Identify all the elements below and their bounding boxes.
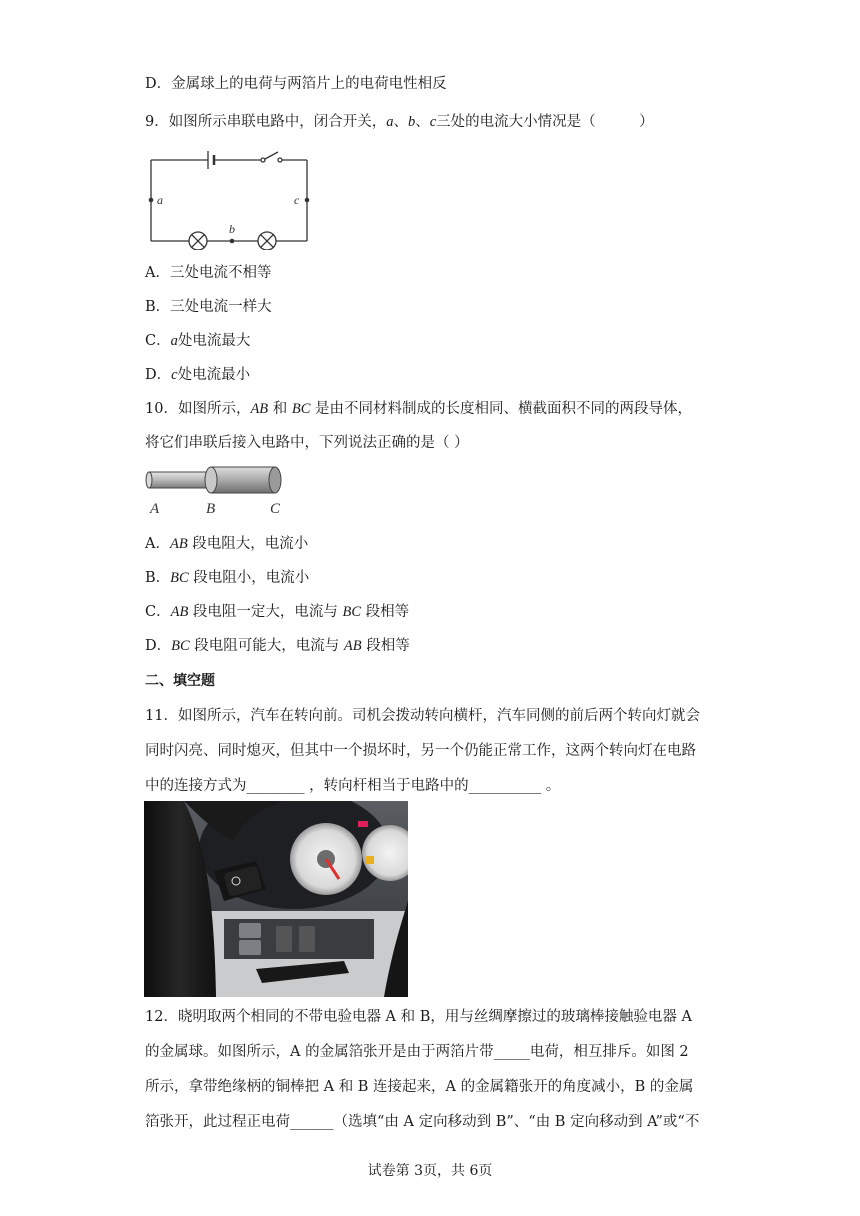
page-footer: 试卷第 3页，共 6页 [367, 1163, 493, 1179]
q10-option-c-mid: 段电阻一定大，电流与 [188, 604, 343, 620]
q10-stem-post: 是由不同材料制成的长度相同、横截面积不同的两段导体， [310, 401, 693, 417]
q9-var-b: b [407, 114, 416, 130]
q9-var-c: c [429, 114, 437, 130]
q10-option-b-prefix: B． [145, 570, 171, 586]
q9-option-d-var: c [171, 367, 178, 383]
q9-stem-pre: 9．如图所示串联电路中，闭合开关， [145, 114, 387, 130]
q10-option-b [145, 567, 309, 589]
q9-option-c [145, 330, 250, 352]
q10-stem-and: 和 [268, 401, 292, 417]
q11-steering-photo [144, 801, 408, 997]
q10-option-a-prefix: A． [145, 536, 170, 552]
q10-option-d-end: 段相等 [361, 638, 410, 654]
q10-option-c-end: 段相等 [361, 604, 410, 620]
q10-option-d-prefix: D． [145, 638, 172, 654]
q10-option-b-var: BC [170, 570, 189, 586]
q10-option-a-var: AB [169, 536, 188, 552]
q12-line2: 的金属球。如图所示，A 的金属箔张开是由于两箔片带_____电荷，相互排斥。如图 2 [145, 1044, 689, 1060]
q10-option-d-var: BC [171, 638, 190, 654]
q10-label-a: A [150, 501, 160, 517]
q9-label-b: b [229, 222, 235, 236]
q10-stem-line1 [145, 398, 692, 420]
q10-option-d [145, 635, 410, 657]
q12-line3: 所示，拿带绝缘柄的铜棒把 A 和 B 连接起来，A 的金属籍张开的角度减小，B 的金属 [145, 1079, 694, 1095]
q10-conductor-diagram [143, 463, 293, 518]
q9-option-a: A．三处电流不相等 [145, 265, 272, 281]
q10-option-c-var: AB [170, 604, 189, 620]
q9-node-b [230, 239, 235, 244]
q10-stem-bc: BC [291, 401, 311, 417]
q10-option-d-var2: AB [343, 638, 362, 654]
q9-stem-post: 三处的电流大小情况是（ ） [436, 114, 654, 130]
q9-option-d-text: 处电流最小 [177, 367, 251, 383]
q9-var-a: a [386, 114, 394, 130]
q8-option-d: D．金属球上的电荷与两箔片上的电荷电性相反 [145, 76, 447, 92]
q12-line1: 12．晓明取两个相同的不带电验电器 A 和 B，用与丝绸摩擦过的玻璃棒接触验电器 A [145, 1009, 692, 1025]
q9-circuit-diagram [145, 145, 315, 250]
q10-stem-ab: AB [250, 401, 269, 417]
q9-option-d-prefix: D． [145, 367, 172, 383]
q9-option-c-prefix: C． [145, 333, 171, 349]
q9-stem [145, 111, 654, 133]
q10-option-c-prefix: C． [145, 604, 171, 620]
q10-stem-line2: 将它们串联后接入电路中，下列说法正确的是（ ） [145, 435, 469, 451]
q10-option-a-text: 段电阻大，电流小 [187, 536, 309, 552]
q9-label-c: c [294, 193, 300, 207]
q9-node-a [149, 198, 154, 203]
q9-option-c-text: 处电流最大 [177, 333, 251, 349]
q10-label-b: B [206, 501, 216, 517]
q9-label-a: a [157, 193, 163, 207]
q9-option-c-var: a [170, 333, 178, 349]
q10-option-b-text: 段电阻小，电流小 [188, 570, 310, 586]
q9-option-d [145, 364, 250, 386]
q11-line2: 同时闪亮、同时熄灭，但其中一个损坏时，另一个仍能正常工作，这两个转向灯在电路 [145, 743, 696, 759]
q10-option-c [145, 601, 409, 623]
q10-label-c: C [270, 501, 281, 517]
q10-segment-ab [149, 472, 211, 488]
q9-sep2: 、 [415, 114, 430, 130]
q10-segment-bc [211, 467, 275, 493]
q10-option-c-var2: BC [342, 604, 362, 620]
q9-sep1: 、 [393, 114, 408, 130]
q9-option-b: B．三处电流一样大 [145, 299, 272, 315]
q11-line1: 11．如图所示，汽车在转向前。司机会拨动转向横杆，汽车同侧的前后两个转向灯就会 [145, 708, 700, 724]
q10-option-a [145, 533, 308, 555]
q12-line4: 箔张开，此过程正电荷______（选填“由 A 定向移动到 B”、“由 B 定向移动到 A”或“不 [145, 1114, 700, 1130]
q10-stem-pre: 10．如图所示， [145, 401, 251, 417]
q11-line3: 中的连接方式为________ ，转向杆相当于电路中的__________ 。 [145, 778, 561, 794]
q9-node-c [305, 198, 310, 203]
q10-option-d-mid: 段电阻可能大，电流与 [189, 638, 344, 654]
section-heading: 二、填空题 [145, 673, 215, 689]
